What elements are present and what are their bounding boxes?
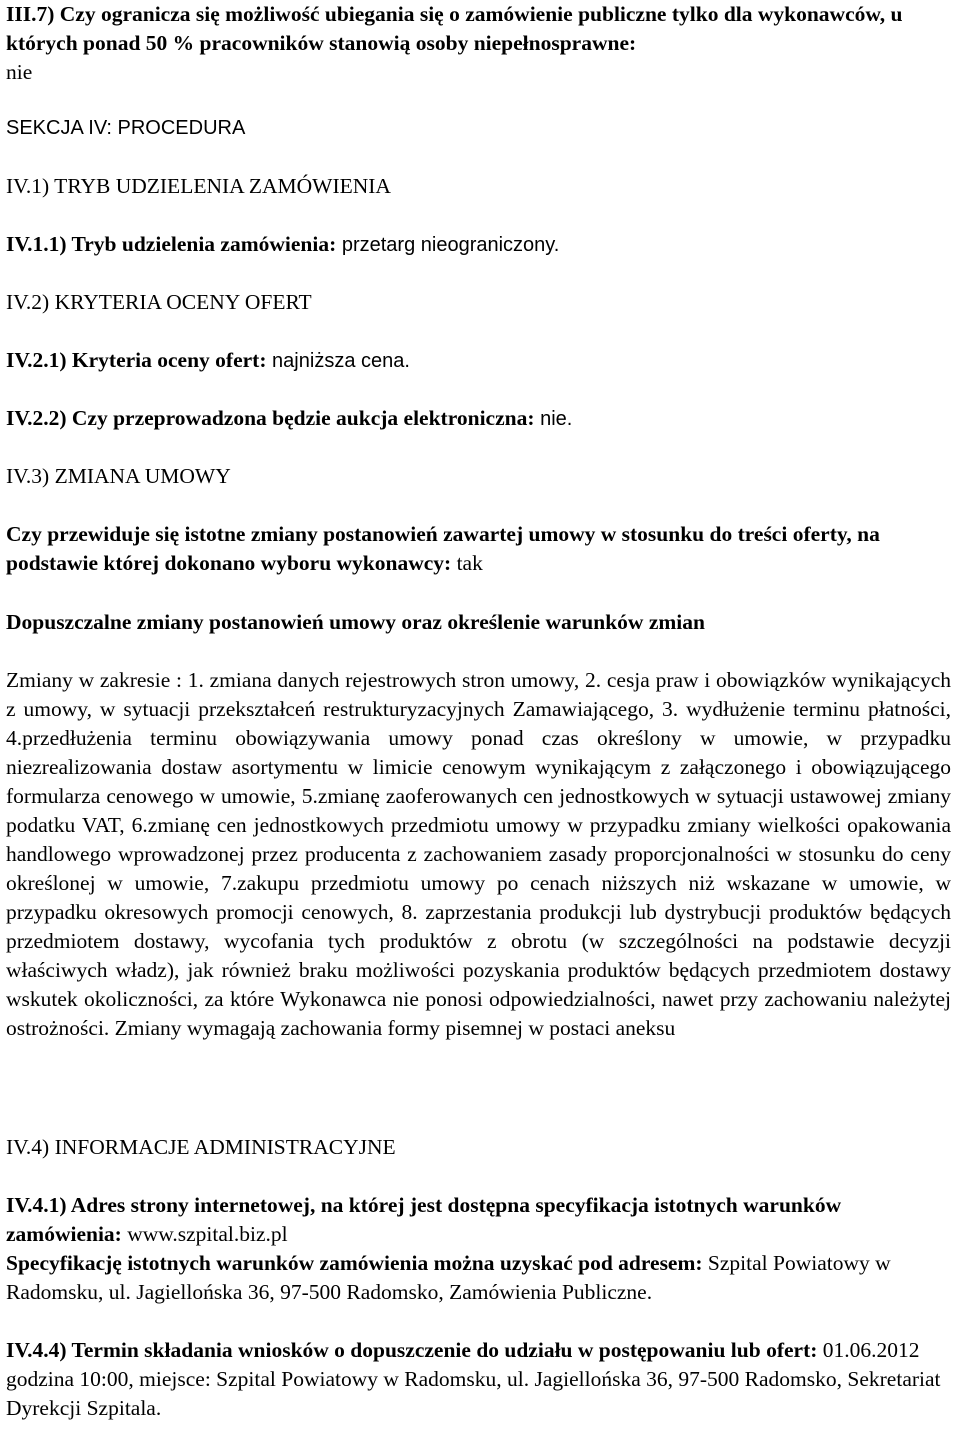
iv-2-1-label: IV.2.1) Kryteria oceny ofert: <box>6 348 267 372</box>
iv-4-1-row <box>6 1191 951 1307</box>
section-iv-heading: SEKCJA IV: PROCEDURA <box>6 117 246 139</box>
iv-3-question-label: Czy przewiduje się istotne zmiany postanowień zawartej umowy w stosunku do treści oferty, na podstawie której dokonano wyboru wykonawcy: <box>6 522 880 575</box>
iv-3-question <box>6 520 951 578</box>
iv-4-4-row <box>6 1336 951 1423</box>
iv-4-heading: IV.4) INFORMACJE ADMINISTRACYJNE <box>6 1135 396 1159</box>
iv-3-changes-heading <box>6 608 705 637</box>
answer-iii-7: nie <box>6 60 33 84</box>
iv-4-1-label: IV.4.1) Adres strony internetowej, na której jest dostępna specyfikacja istotnych warunków zamówienia: <box>6 1193 842 1246</box>
iv-3-question-value: tak <box>451 551 483 575</box>
iv-1-heading: IV.1) TRYB UDZIELENIA ZAMÓWIENIA <box>6 174 391 198</box>
section-iii-7 <box>6 0 951 87</box>
iv-2-1-value: najniższa cena. <box>266 350 410 372</box>
iv-3-heading: IV.3) ZMIANA UMOWY <box>6 464 231 488</box>
iv-4-4-label: IV.4.4) Termin składania wniosków o dopuszczenie do udziału w postępowaniu lub ofert: <box>6 1338 818 1362</box>
iv-4-1-value: www.szpital.biz.pl <box>121 1222 288 1246</box>
iv-2-1-row <box>6 346 410 376</box>
iv-2-heading: IV.2) KRYTERIA OCENY OFERT <box>6 290 312 314</box>
siwz-address-value: Szpital Powiatowy w Radomsku, ul. Jagiellońska 36, 97-500 Radomsko, Zamówienia Publiczne. <box>6 1251 891 1304</box>
siwz-address-label: Specyfikację istotnych warunków zamówienia można uzyskać pod adresem: <box>6 1251 703 1275</box>
iv-4-4-value: 01.06.2012 godzina 10:00, miejsce: Szpital Powiatowy w Radomsku, ul. Jagiellońska 36, 97-500 Radomsko, Sekretariat Dyrekcji Szpitala. <box>6 1338 941 1420</box>
iv-1-1-label: IV.1.1) Tryb udzielenia zamówienia: <box>6 232 337 256</box>
iv-2-2-value: nie. <box>534 408 573 430</box>
iv-1-1-row <box>6 230 559 260</box>
iv-3-changes-label: Dopuszczalne zmiany postanowień umowy oraz określenie warunków zmian <box>6 610 705 634</box>
iv-1-1-value: przetarg nieograniczony. <box>336 234 560 256</box>
iv-2-2-row <box>6 404 572 434</box>
iv-3-changes-body: Zmiany w zakresie : 1. zmiana danych rejestrowych stron umowy, 2. cesja praw i obowiązków wynikających z umowy, w sytuacji przekształceń restrukturyzacyjnych Zamawiającego, 3. wydłużenie terminu płatności, 4.przedłużenia terminu obowiązywania umowy ponad czas określony w umowie, w przypadku niezrealizowania dostaw asortymentu w limicie cenowym wynikającym z załączonego i obowiązującego formularza cenowego w umowie, 5.zmianę zaoferowanych cen jednostkowych w sytuacji ustawowej zmiany podatku VAT, 6.zmianę cen jednostkowych przedmiotu umowy w przypadku zmiany wielkości opakowania handlowego wprowadzonej przez producenta z zachowaniem zasady proporcjonalności w stosunku do ceny określonej w umowie, 7.zakupu przedmiotu umowy po cenach niższych niż wskazane w umowie, w przypadku okresowych promocji cenowych, 8. zaprzestania produkcji lub dystrybucji produktów będących przedmiotem dostawy, wycofania tych produktów z obrotu (w szczególności na podstawie decyzji właściwych władz), jak również braku możliwości pozyskania produktów będących przedmiotem dostawy wskutek okoliczności, za które Wykonawca nie ponosi odpowiedzialności, nawet przy zachowaniu należytej ostrożności. Zmiany wymagają zachowania formy pisemnej w postaci aneksu <box>6 668 951 1040</box>
question-iii-7: III.7) Czy ogranicza się możliwość ubiegania się o zamówienie publiczne tylko dla wykonawców, u których ponad 50 % pracowników stanowią osoby niepełnosprawne: <box>6 2 903 55</box>
iv-2-2-label: IV.2.2) Czy przeprowadzona będzie aukcja elektroniczna: <box>6 406 535 430</box>
